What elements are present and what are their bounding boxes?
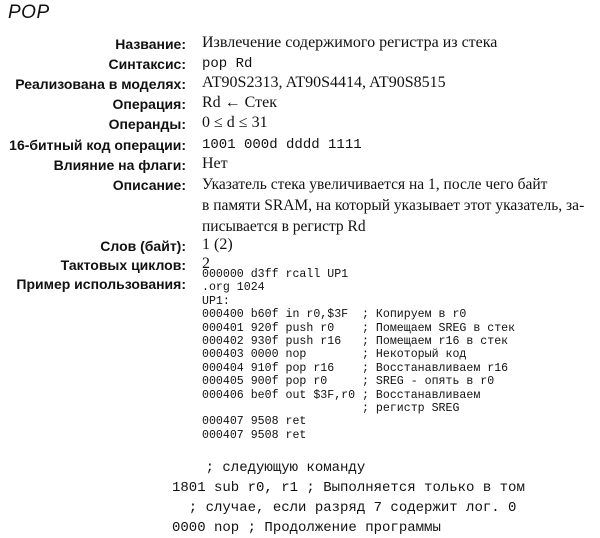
field-label: Пример использования: (16, 276, 186, 292)
continuation-code: ; следующую команду 1801 sub r0, r1 ; Выполняется только в том ; случае, если разряд 7 содержит лог. 0 0000 nop ; Продолжение программы (172, 460, 525, 536)
field-label: Реализована в моделях: (15, 76, 186, 92)
field-label: 16-битный код операции: (9, 137, 186, 153)
field-value: Извлечение содержимого регистра из стека (202, 34, 498, 51)
field-value: 1 (2) (202, 236, 233, 253)
field-value: 0 ≤ d ≤ 31 (202, 114, 268, 131)
page-title: POP (8, 2, 50, 23)
field-value: Нет (202, 155, 228, 172)
example-code: 000000 d3ff rcall UP1 .org 1024 UP1: 000400 b60f in r0,$3F ; Копируем в r0 000401 920f push r0 ; Помещаем SREG в стек 000402 930f push r16 ; Помещаем r16 в стек 000403 0000 nop ; Некоторый код 000404 910f pop r16 ; Восстанавливаем r16 000405 900f pop r0 ; SREG - опять в r0 000406 be0f out $3F,r0 ; Восстанавливаем ; регистр SREG 000407 9508 ret 000407 9508 ret (202, 268, 516, 442)
field-label: Влияние на флаги: (53, 157, 186, 173)
field-label: Тактовых циклов: (60, 257, 186, 273)
description-line: Указатель стека увеличивается на 1, после чего байт (202, 176, 548, 193)
field-label: Синтаксис: (108, 56, 186, 72)
field-value: AT90S2313, AT90S4414, AT90S8515 (202, 74, 446, 91)
field-label: Операнды: (108, 116, 186, 132)
description-line: писывается в регистр Rd (202, 218, 366, 235)
field-label: Название: (115, 36, 186, 52)
field-label: Операция: (112, 96, 186, 112)
field-value: 2 (202, 255, 210, 272)
field-value: pop Rd (202, 56, 253, 72)
field-label: Слов (байт): (100, 238, 186, 254)
description-line: в памяти SRAM, на который указывает этот указатель, за- (202, 197, 585, 214)
description-text (202, 174, 590, 237)
field-value: Rd ← Стек (202, 94, 277, 111)
field-label: Описание: (112, 177, 186, 193)
field-value: 1001 000d dddd 1111 (202, 137, 362, 153)
